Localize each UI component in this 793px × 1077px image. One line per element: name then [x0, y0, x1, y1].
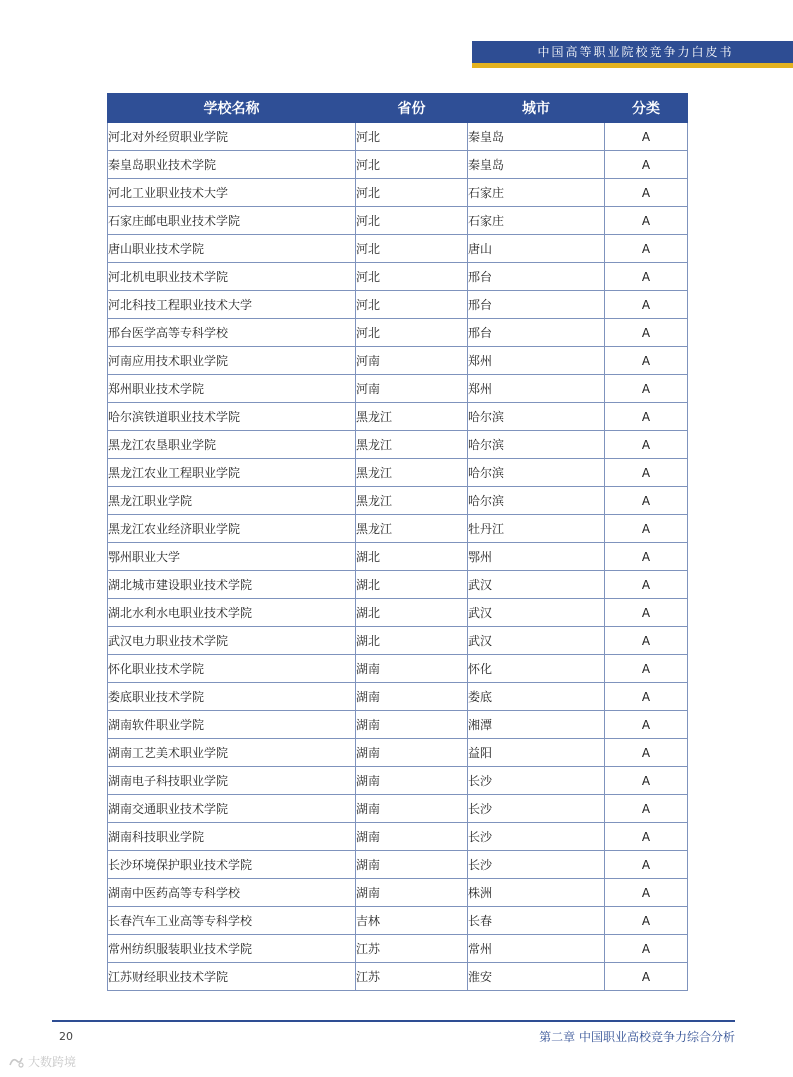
- cell-school-name: 湖南工艺美术职业学院: [108, 739, 356, 767]
- table-row: [108, 795, 688, 823]
- table-row: [108, 851, 688, 879]
- table-row: [108, 627, 688, 655]
- cell-city: 哈尔滨: [468, 403, 605, 431]
- cell-province: 河北: [356, 123, 468, 151]
- cell-category: A: [605, 207, 688, 235]
- cell-category: A: [605, 263, 688, 291]
- cell-city: 长沙: [468, 795, 605, 823]
- cell-school-name: 江苏财经职业技术学院: [108, 963, 356, 991]
- cell-province: 湖北: [356, 571, 468, 599]
- cell-province: 河北: [356, 291, 468, 319]
- cell-school-name: 黑龙江职业学院: [108, 487, 356, 515]
- cell-province: 湖南: [356, 879, 468, 907]
- table-row: [108, 291, 688, 319]
- cell-province: 河北: [356, 207, 468, 235]
- table-row: [108, 739, 688, 767]
- chapter-title: 第二章 中国职业高校竞争力综合分析: [539, 1030, 735, 1044]
- cell-province: 河北: [356, 263, 468, 291]
- cell-city: 石家庄: [468, 207, 605, 235]
- cell-category: A: [605, 459, 688, 487]
- table-row: [108, 431, 688, 459]
- cell-province: 湖北: [356, 627, 468, 655]
- cell-school-name: 湖南电子科技职业学院: [108, 767, 356, 795]
- cell-city: 长沙: [468, 851, 605, 879]
- cell-school-name: 黑龙江农业经济职业学院: [108, 515, 356, 543]
- table-row: [108, 683, 688, 711]
- cell-school-name: 邢台医学高等专科学校: [108, 319, 356, 347]
- cell-school-name: 湖南中医药高等专科学校: [108, 879, 356, 907]
- cell-province: 黑龙江: [356, 403, 468, 431]
- cell-city: 唐山: [468, 235, 605, 263]
- cell-province: 黑龙江: [356, 487, 468, 515]
- table-row: [108, 235, 688, 263]
- cell-category: A: [605, 599, 688, 627]
- cell-school-name: 哈尔滨铁道职业技术学院: [108, 403, 356, 431]
- table-row: [108, 207, 688, 235]
- cell-city: 哈尔滨: [468, 431, 605, 459]
- cell-city: 常州: [468, 935, 605, 963]
- cell-school-name: 湖北城市建设职业技术学院: [108, 571, 356, 599]
- cell-province: 湖南: [356, 655, 468, 683]
- cell-city: 株洲: [468, 879, 605, 907]
- cell-school-name: 河北对外经贸职业学院: [108, 123, 356, 151]
- cell-category: A: [605, 235, 688, 263]
- cell-category: A: [605, 179, 688, 207]
- cell-city: 石家庄: [468, 179, 605, 207]
- cell-province: 吉林: [356, 907, 468, 935]
- page-number: 20: [59, 1030, 73, 1043]
- cell-city: 娄底: [468, 683, 605, 711]
- cell-school-name: 湖南科技职业学院: [108, 823, 356, 851]
- cell-school-name: 黑龙江农业工程职业学院: [108, 459, 356, 487]
- cell-category: A: [605, 683, 688, 711]
- document-header-title: 中国高等职业院校竞争力白皮书: [472, 41, 793, 63]
- cell-school-name: 郑州职业技术学院: [108, 375, 356, 403]
- cell-city: 邢台: [468, 319, 605, 347]
- table-row: [108, 151, 688, 179]
- cell-school-name: 湖南交通职业技术学院: [108, 795, 356, 823]
- cell-category: A: [605, 711, 688, 739]
- cell-category: A: [605, 123, 688, 151]
- cell-category: A: [605, 543, 688, 571]
- cell-city: 哈尔滨: [468, 487, 605, 515]
- table-row: [108, 319, 688, 347]
- column-header-category: 分类: [605, 94, 688, 123]
- cell-province: 黑龙江: [356, 515, 468, 543]
- cell-category: A: [605, 823, 688, 851]
- cell-city: 鄂州: [468, 543, 605, 571]
- cell-school-name: 唐山职业技术学院: [108, 235, 356, 263]
- school-classification-table: [107, 93, 688, 991]
- cell-province: 湖南: [356, 767, 468, 795]
- table-row: [108, 515, 688, 543]
- cell-city: 湘潭: [468, 711, 605, 739]
- table-row: [108, 543, 688, 571]
- cell-category: A: [605, 739, 688, 767]
- column-header-city: 城市: [468, 94, 605, 123]
- cell-province: 河北: [356, 179, 468, 207]
- cell-province: 湖南: [356, 711, 468, 739]
- cell-school-name: 黑龙江农垦职业学院: [108, 431, 356, 459]
- header-accent-stripe: [472, 63, 793, 68]
- cell-province: 湖南: [356, 683, 468, 711]
- cell-category: A: [605, 935, 688, 963]
- cell-category: A: [605, 767, 688, 795]
- cell-city: 郑州: [468, 347, 605, 375]
- cell-city: 郑州: [468, 375, 605, 403]
- table-row: [108, 459, 688, 487]
- cell-province: 河北: [356, 151, 468, 179]
- table-row: [108, 487, 688, 515]
- cell-city: 邢台: [468, 263, 605, 291]
- cell-category: A: [605, 375, 688, 403]
- cell-province: 湖北: [356, 543, 468, 571]
- cell-city: 武汉: [468, 571, 605, 599]
- watermark-text: 大数跨境: [28, 1055, 77, 1069]
- cell-province: 湖南: [356, 739, 468, 767]
- column-header-school-name: 学校名称: [108, 94, 356, 123]
- cell-city: 益阳: [468, 739, 605, 767]
- cell-province: 湖南: [356, 823, 468, 851]
- cell-school-name: 石家庄邮电职业技术学院: [108, 207, 356, 235]
- cell-city: 哈尔滨: [468, 459, 605, 487]
- cell-category: A: [605, 151, 688, 179]
- footer-divider: [52, 1020, 735, 1022]
- cell-category: A: [605, 515, 688, 543]
- cell-school-name: 河北工业职业技术大学: [108, 179, 356, 207]
- cell-province: 湖北: [356, 599, 468, 627]
- table-row: [108, 963, 688, 991]
- cell-province: 河北: [356, 235, 468, 263]
- table-row: [108, 907, 688, 935]
- table-row: [108, 179, 688, 207]
- cell-category: A: [605, 907, 688, 935]
- cell-province: 黑龙江: [356, 431, 468, 459]
- cell-category: A: [605, 431, 688, 459]
- cell-city: 长沙: [468, 767, 605, 795]
- cell-category: A: [605, 795, 688, 823]
- cell-school-name: 湖北水利水电职业技术学院: [108, 599, 356, 627]
- table-row: [108, 571, 688, 599]
- table-row: [108, 879, 688, 907]
- watermark-logo-icon: [8, 1055, 24, 1069]
- cell-category: A: [605, 487, 688, 515]
- table-row: [108, 599, 688, 627]
- cell-category: A: [605, 319, 688, 347]
- cell-city: 淮安: [468, 963, 605, 991]
- cell-school-name: 鄂州职业大学: [108, 543, 356, 571]
- cell-category: A: [605, 347, 688, 375]
- cell-city: 秦皇岛: [468, 151, 605, 179]
- cell-school-name: 长沙环境保护职业技术学院: [108, 851, 356, 879]
- cell-city: 长春: [468, 907, 605, 935]
- cell-school-name: 河南应用技术职业学院: [108, 347, 356, 375]
- table-row: [108, 347, 688, 375]
- cell-city: 邢台: [468, 291, 605, 319]
- cell-city: 长沙: [468, 823, 605, 851]
- cell-category: A: [605, 403, 688, 431]
- table-row: [108, 767, 688, 795]
- cell-category: A: [605, 655, 688, 683]
- cell-category: A: [605, 291, 688, 319]
- table-row: [108, 375, 688, 403]
- table-row: [108, 935, 688, 963]
- table-body: [108, 123, 688, 991]
- cell-school-name: 河北科技工程职业技术大学: [108, 291, 356, 319]
- cell-province: 河南: [356, 347, 468, 375]
- cell-province: 河南: [356, 375, 468, 403]
- cell-category: A: [605, 879, 688, 907]
- cell-category: A: [605, 851, 688, 879]
- cell-school-name: 娄底职业技术学院: [108, 683, 356, 711]
- cell-city: 武汉: [468, 627, 605, 655]
- cell-school-name: 怀化职业技术学院: [108, 655, 356, 683]
- cell-school-name: 河北机电职业技术学院: [108, 263, 356, 291]
- column-header-province: 省份: [356, 94, 468, 123]
- table-row: [108, 711, 688, 739]
- cell-city: 秦皇岛: [468, 123, 605, 151]
- cell-province: 湖南: [356, 795, 468, 823]
- cell-city: 武汉: [468, 599, 605, 627]
- cell-province: 湖南: [356, 851, 468, 879]
- table-row: [108, 123, 688, 151]
- cell-city: 怀化: [468, 655, 605, 683]
- table-row: [108, 403, 688, 431]
- cell-school-name: 秦皇岛职业技术学院: [108, 151, 356, 179]
- cell-school-name: 武汉电力职业技术学院: [108, 627, 356, 655]
- table-header-row: [108, 94, 688, 123]
- cell-school-name: 湖南软件职业学院: [108, 711, 356, 739]
- cell-category: A: [605, 571, 688, 599]
- cell-province: 江苏: [356, 963, 468, 991]
- table-row: [108, 263, 688, 291]
- cell-school-name: 长春汽车工业高等专科学校: [108, 907, 356, 935]
- cell-school-name: 常州纺织服装职业技术学院: [108, 935, 356, 963]
- cell-city: 牡丹江: [468, 515, 605, 543]
- table-row: [108, 823, 688, 851]
- cell-province: 河北: [356, 319, 468, 347]
- cell-category: A: [605, 627, 688, 655]
- table-row: [108, 655, 688, 683]
- cell-category: A: [605, 963, 688, 991]
- watermark: [8, 1053, 76, 1070]
- cell-province: 黑龙江: [356, 459, 468, 487]
- cell-province: 江苏: [356, 935, 468, 963]
